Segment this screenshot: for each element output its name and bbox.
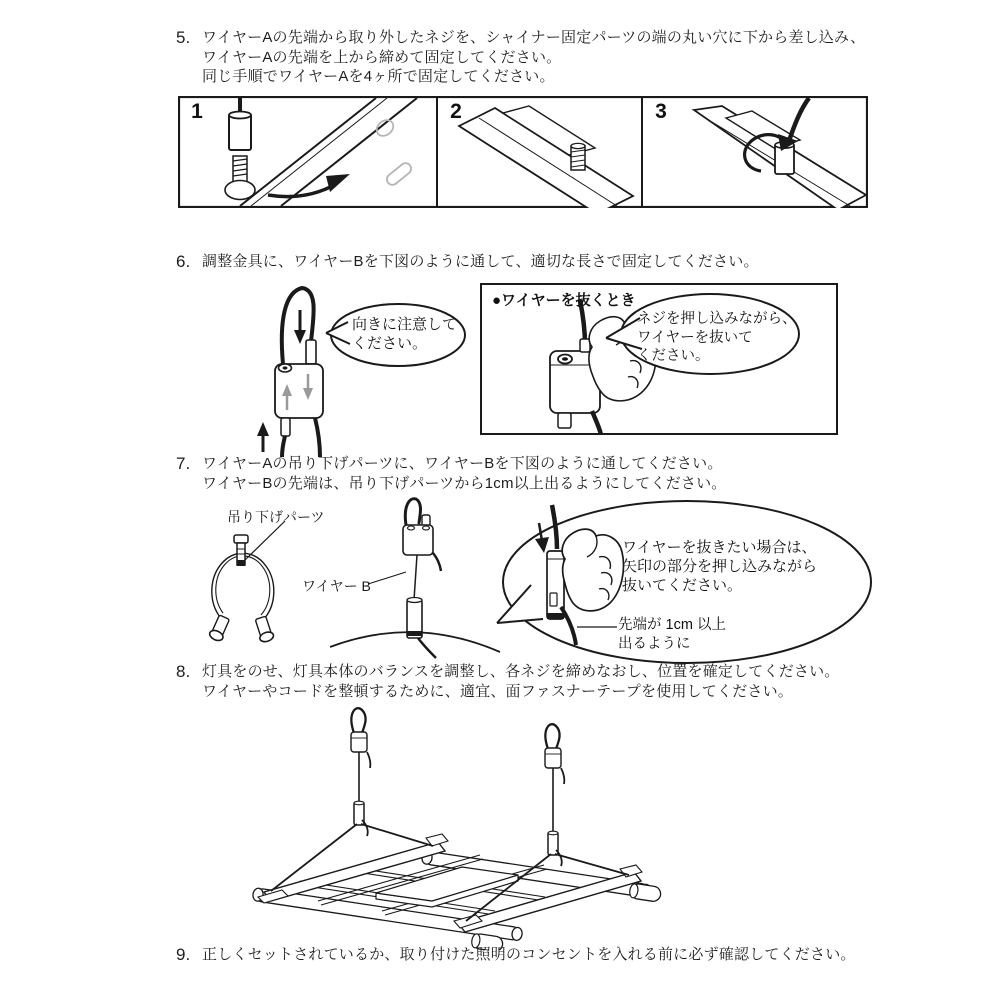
step-6-text	[202, 252, 759, 272]
step-6-line-1: 調整金具に、ワイヤーBを下図のように通して、適切な長さで固定してください。	[202, 253, 759, 270]
panel-3-number: 3	[655, 100, 667, 123]
step-8-text	[202, 662, 840, 701]
step-8-heading	[176, 662, 840, 701]
step5-panels-illustration	[178, 96, 868, 208]
step-5-line-1: ワイヤーAの先端から取り外したネジを、シャイナー固定パーツの端の丸い穴に下から差し込み、	[202, 29, 866, 46]
step-5-line-3: 同じ手順でワイヤーAを4ヶ所で固定してください。	[202, 68, 555, 85]
step-5-line-2: ワイヤーAの先端を上から締めて固定してください。	[202, 48, 562, 66]
step-5-heading	[176, 28, 865, 87]
step-9-heading	[176, 945, 856, 965]
step-6-number: 6.	[176, 252, 191, 271]
step-9-number: 9.	[176, 945, 191, 964]
step-7-line-1: ワイヤーAの吊り下げパーツに、ワイヤーBを下図のように通してください。	[202, 455, 723, 472]
step-7-heading	[176, 454, 727, 493]
wire-removal-note-title: ●ワイヤーを抜くとき	[492, 292, 636, 309]
suspended-frame-illustration	[230, 705, 690, 950]
panel-2-number: 2	[450, 100, 462, 123]
left-hanger-wire	[271, 708, 433, 891]
wire-b-label: ワイヤー B	[302, 578, 371, 594]
step-7-text	[202, 454, 727, 493]
orientation-bubble-text: 向きに注意して ください。	[352, 316, 458, 352]
wire-pull-bubble-text: ワイヤーを抜きたい場合は、 矢印の部分を押し込みながら 抜いてください。	[622, 539, 818, 594]
step-7-line-2: ワイヤーBの先端は、吊り下げパーツから1cm以上出るようにしてください。	[202, 474, 727, 492]
wire-tip-note: 先端が 1cm 以上 出るように	[618, 617, 726, 652]
step-8-line-2: ワイヤーやコードを整頓するために、適宜、面ファスナーテープを使用してください。	[202, 682, 794, 700]
step-5-text	[202, 28, 865, 87]
panel-1-number: 1	[191, 100, 203, 123]
step-5-number: 5.	[176, 28, 191, 47]
step-9-line-1: 正しくセットされているか、取り付けた照明のコンセントを入れる前に必ず確認してください。	[202, 946, 856, 963]
step-6-heading	[176, 252, 759, 272]
step-8-number: 8.	[176, 662, 191, 681]
wire-removal-bubble-text: ネジを押し込みながら、 ワイヤーを抜いて ください。	[637, 311, 797, 364]
step-9-text	[202, 945, 856, 965]
step-7-number: 7.	[176, 454, 191, 473]
hanging-part-label: 吊り下げパーツ	[227, 509, 325, 525]
step-8-line-1: 灯具をのせ、灯具本体のバランスを調整し、各ネジを締めなおし、位置を確定してください。	[202, 663, 840, 680]
